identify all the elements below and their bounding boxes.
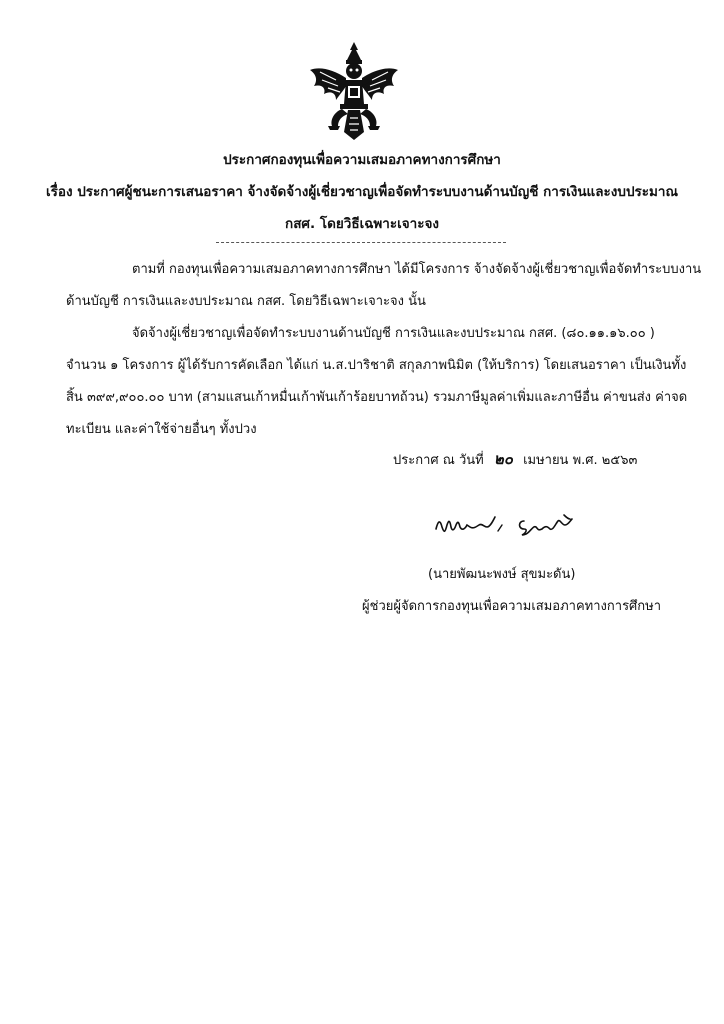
document-subject: เรื่อง ประกาศผู้ชนะการเสนอราคา จ้างจัดจ้างผู้เชี่ยวชาญเพื่อจัดทำระบบงานด้านบัญชี การเงินและงบประมาณ	[45, 184, 679, 200]
document-subject-continuation: กสศ. โดยวิธีเฉพาะเจาะจง	[285, 216, 439, 232]
paragraph-2-line-1: จัดจ้างผู้เชี่ยวชาญเพื่อจัดทำระบบงานด้านบัญชี การเงินและงบประมาณ กสศ. (๘๐.๑๑.๑๖.๐๐ )	[132, 326, 655, 341]
announcement-date-prefix: ประกาศ ณ วันที่	[393, 453, 484, 468]
document-title: ประกาศกองทุนเพื่อความเสมอภาคทางการศึกษา	[223, 152, 501, 168]
header-divider	[216, 242, 506, 243]
announcement-day: ๒๐	[493, 450, 513, 468]
signer-name: (นายพัฒนะพงษ์ สุขมะดัน)	[428, 567, 576, 582]
announcement-date-suffix: เมษายน พ.ศ. ๒๕๖๓	[523, 453, 638, 468]
handwritten-signature	[432, 507, 582, 541]
garuda-emblem-icon	[306, 40, 402, 142]
paragraph-1-line-1: ตามที่ กองทุนเพื่อความเสมอภาคทางการศึกษา ได้มีโครงการ จ้างจัดจ้างผู้เชี่ยวชาญเพื่อจัดทำระบบงาน	[132, 262, 702, 277]
paragraph-2-line-4: ทะเบียน และค่าใช้จ่ายอื่นๆ ทั้งปวง	[66, 422, 257, 437]
paragraph-1-line-2: ด้านบัญชี การเงินและงบประมาณ กสศ. โดยวิธีเฉพาะเจาะจง นั้น	[66, 294, 426, 309]
paragraph-2-line-2: จำนวน ๑ โครงการ ผู้ได้รับการคัดเลือก ได้แก่ น.ส.ปาริชาติ สกุลภาพนิมิต (ให้บริการ) โดยเสนอราคา เป็นเงินทั้ง	[66, 358, 687, 373]
announcement-date	[393, 447, 637, 471]
signer-position: ผู้ช่วยผู้จัดการกองทุนเพื่อความเสมอภาคทางการศึกษา	[362, 599, 662, 614]
paragraph-2-line-3: สิ้น ๓๙๙,๙๐๐.๐๐ บาท (สามแสนเก้าหมื่นเก้าพันเก้าร้อยบาทถ้วน) รวมภาษีมูลค่าเพิ่มและภาษีอื่น ค่าขนส่ง ค่าจด	[66, 390, 688, 405]
